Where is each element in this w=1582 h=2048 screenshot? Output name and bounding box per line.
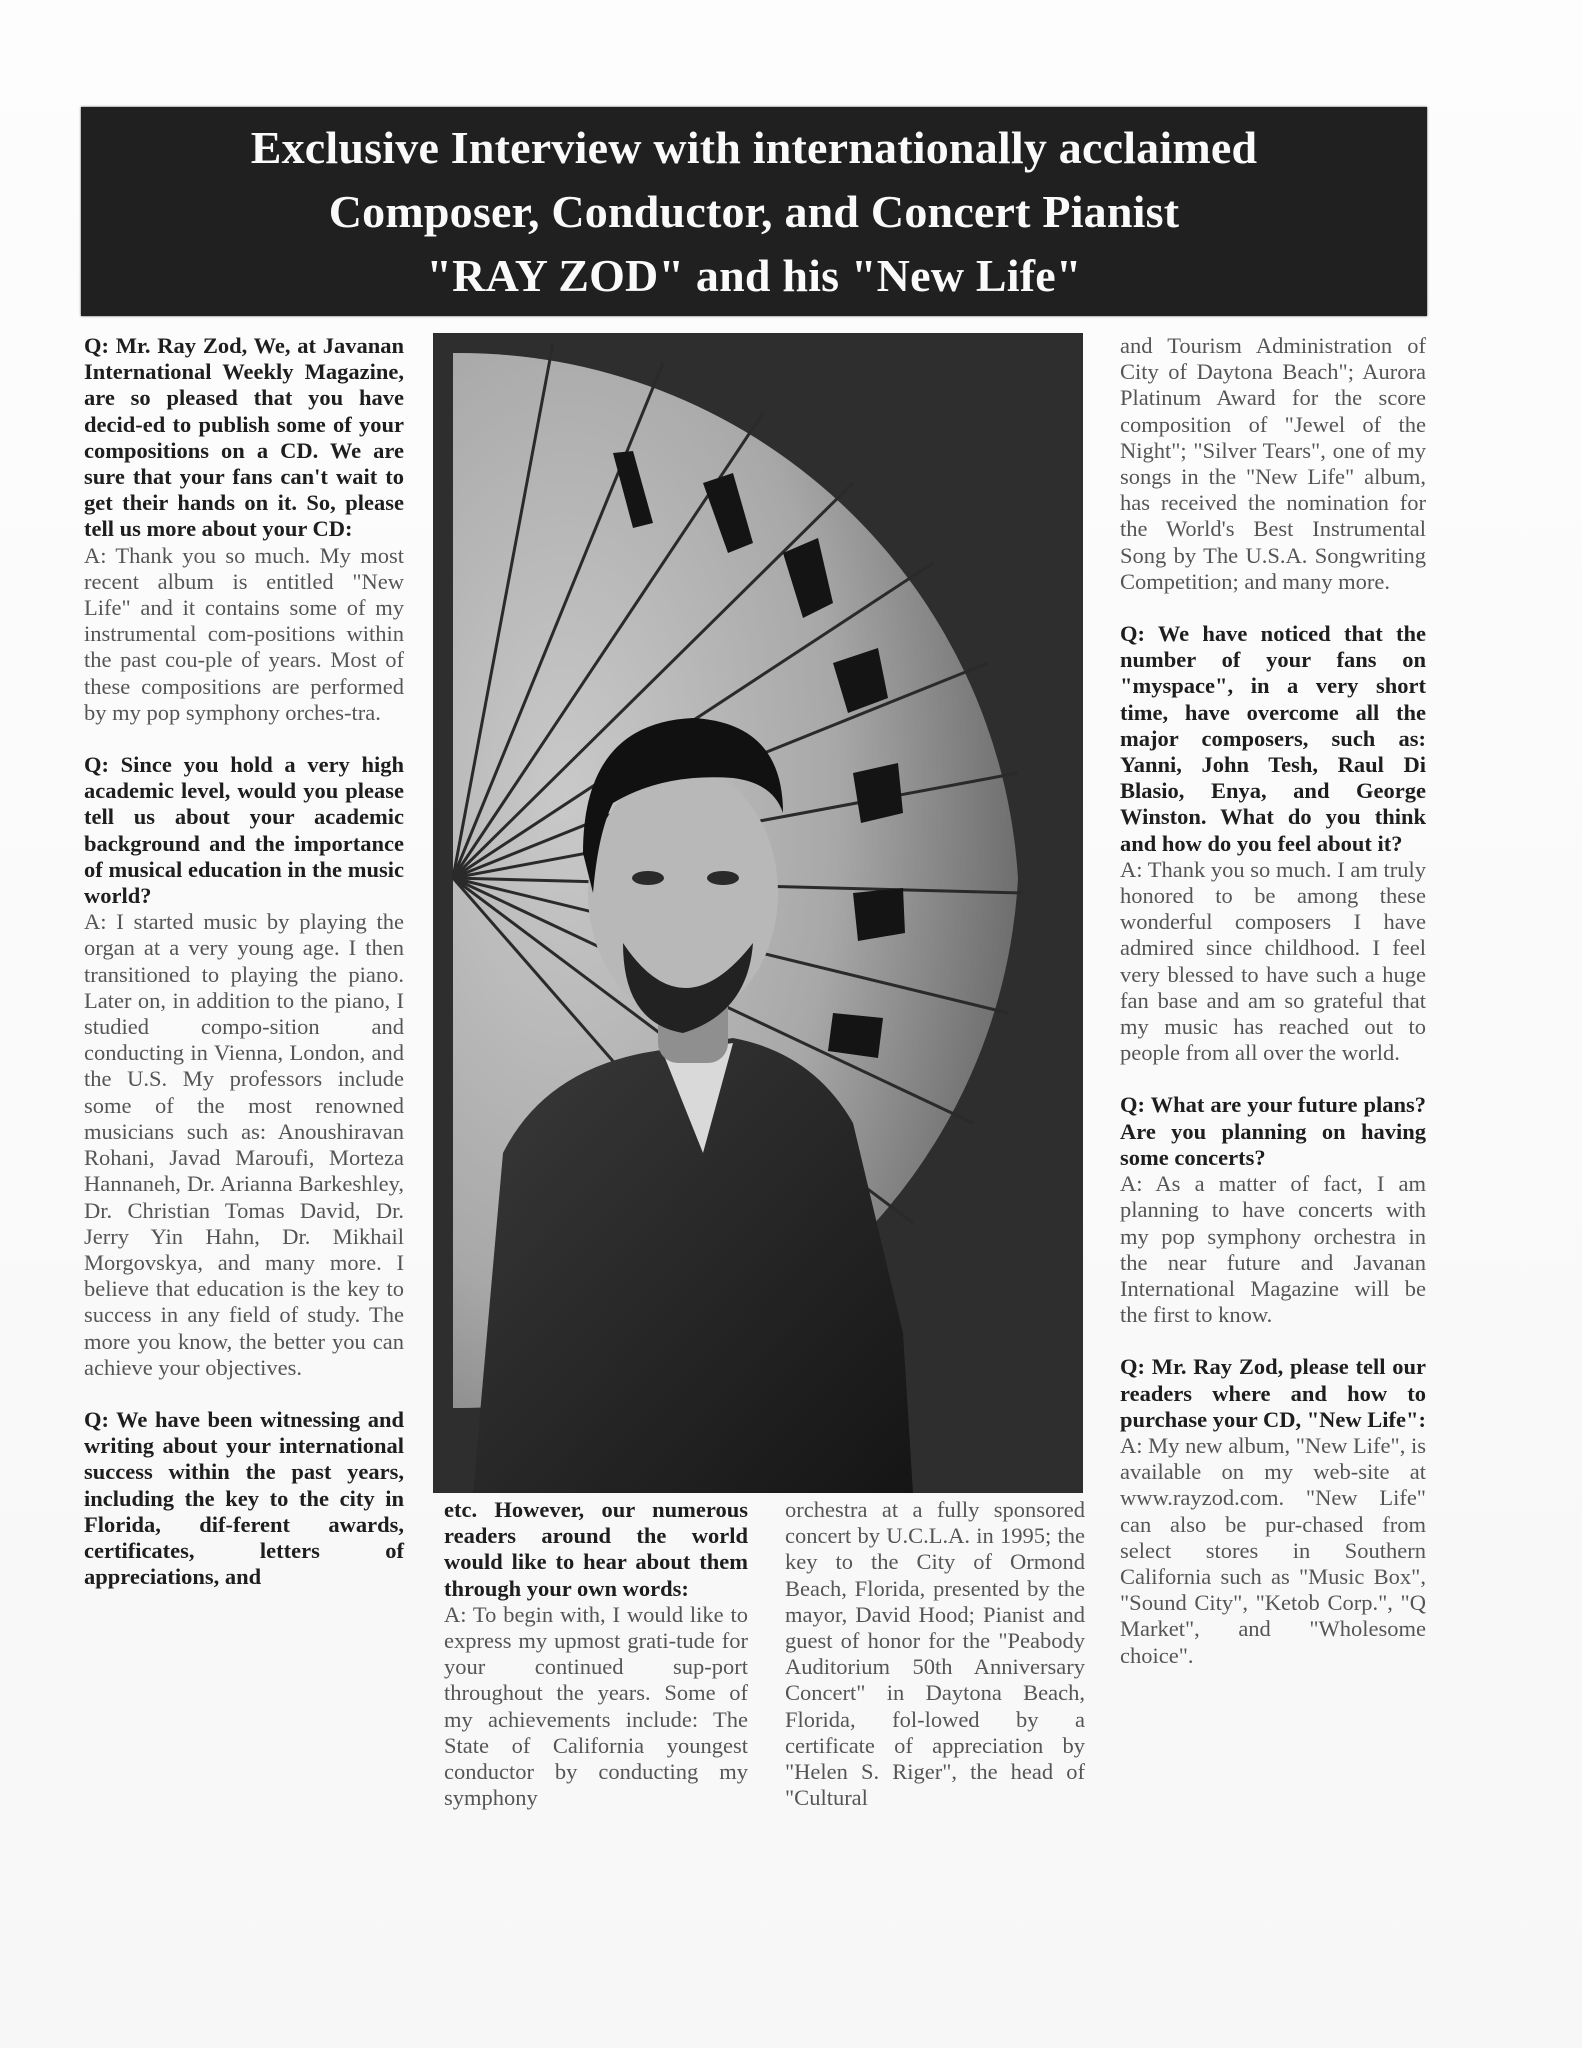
answer-3-end: and Tourism Administration of City of Daytona Beach"; Aurora Platinum Award for the score composition of "Jewel of the Night"; "Silver Tears", one of my songs in the "New Life" album, has received the nomination for the World's Best Instrumental Song by The U.S.A. Songwriting Competition; and many more. <box>1120 333 1426 594</box>
right-eye <box>707 871 739 885</box>
answer-3-continued: orchestra at a fully sponsored concert by U.C.L.A. in 1995; the key to the City of Ormond Beach, Florida, presented by the mayor, David Hood; Pianist and guest of honor for the "Peabody Auditorium 50th Anniversary Concert" in Daytona Beach, Florida, fol-lowed by a certificate of appreciation by "Helen S. Riger", the head of "Cultural <box>785 1497 1085 1811</box>
question-1: Q: Mr. Ray Zod, We, at Javanan International Weekly Magazine, are so pleased that you have decid-ed to publish some of your compositions on a CD. We are sure that your fans can't wait to get their hands on it. So, please tell us more about your CD: <box>84 333 404 542</box>
answer-2: A: I started music by playing the organ at a very young age. I then transitioned to playing the piano. Later on, in addition to the piano, I studied compo-sition and conducting in Vienna, London, and the U.S. My professors include some of the most renowned musicians such as: Anoushiravan Rohani, Javad Maroufi, Morteza Hannaneh, Dr. Arianna Barkeshley, Dr. Christian Tomas David, Dr. Jerry Yin Hahn, Dr. Mikhail Morgovskya, and many more. I believe that education is the key to success in any field of study. The more you know, the better you can achieve your objectives. <box>84 909 404 1380</box>
question-3-continued: etc. However, our numerous readers around the world would like to hear about them through your own words: <box>444 1497 748 1601</box>
portrait-photo <box>433 333 1083 1493</box>
answer-5: A: As a matter of fact, I am planning to have concerts with my pop symphony orchestra in the near future and Javanan International Magazine will be the first to know. <box>1120 1171 1426 1328</box>
answer-1: A: Thank you so much. My most recent album is entitled "New Life" and it contains some of my instrumental com-positions within the past cou-ple of years. Most of these compositions are performed by my pop symphony orches-tra. <box>84 542 404 725</box>
face <box>588 768 778 1018</box>
question-6: Q: Mr. Ray Zod, please tell our readers where and how to purchase your CD, "New Life": <box>1120 1354 1427 1432</box>
column-1 <box>84 333 404 1590</box>
piano-keys-illustration <box>433 333 1083 1493</box>
answer-3: A: To begin with, I would like to express my upmost grati-tude for your continued sup-port throughout the years. Some of my achievements include: The State of California youngest conductor by conducting my symphony <box>444 1601 748 1811</box>
column-2 <box>444 1497 748 1811</box>
answer-4: A: Thank you so much. I am truly honored to be among these wonderful composers I have admired since childhood. I feel very blessed to have such a huge fan base and am so grateful that my music has reached out to people from all over the world. <box>1120 856 1426 1066</box>
headline-line-3: "RAY ZOD" and his "New Life" <box>426 249 1082 301</box>
left-eye <box>632 871 664 885</box>
question-5: Q: What are your future plans? Are you planning on having some concerts? <box>1120 1092 1426 1170</box>
question-4: Q: We have noticed that the number of your fans on "myspace", in a very short time, have overcome all the major composers, such as: Yanni, John Tesh, Raul Di Blasio, Enya, and George Winston. What do you think and how do you feel about it? <box>1120 621 1426 856</box>
column-3 <box>785 1497 1085 1811</box>
column-4 <box>1120 333 1426 1669</box>
headline-line-2: Composer, Conductor, and Concert Pianist <box>328 185 1180 237</box>
headline-line-1: Exclusive Interview with internationally acclaimed <box>250 121 1258 173</box>
answer-6: A: My new album, "New Life", is available on my web-site at www.rayzod.com. "New Life" can also be pur-chased from select stores in Southern California such as "Music Box", "Sound City", "Ketob Corp.", "Q Market", and "Wholesome choice". <box>1120 1432 1426 1668</box>
headline-banner <box>81 107 1427 316</box>
question-3: Q: We have been witnessing and writing about your international success within the past years, including the key to the city in Florida, dif-ferent awards, certificates, letters of appreciations, and <box>84 1406 404 1590</box>
question-2: Q: Since you hold a very high academic level, would you please tell us about your academic background and the importance of musical education in the music world? <box>84 752 404 909</box>
